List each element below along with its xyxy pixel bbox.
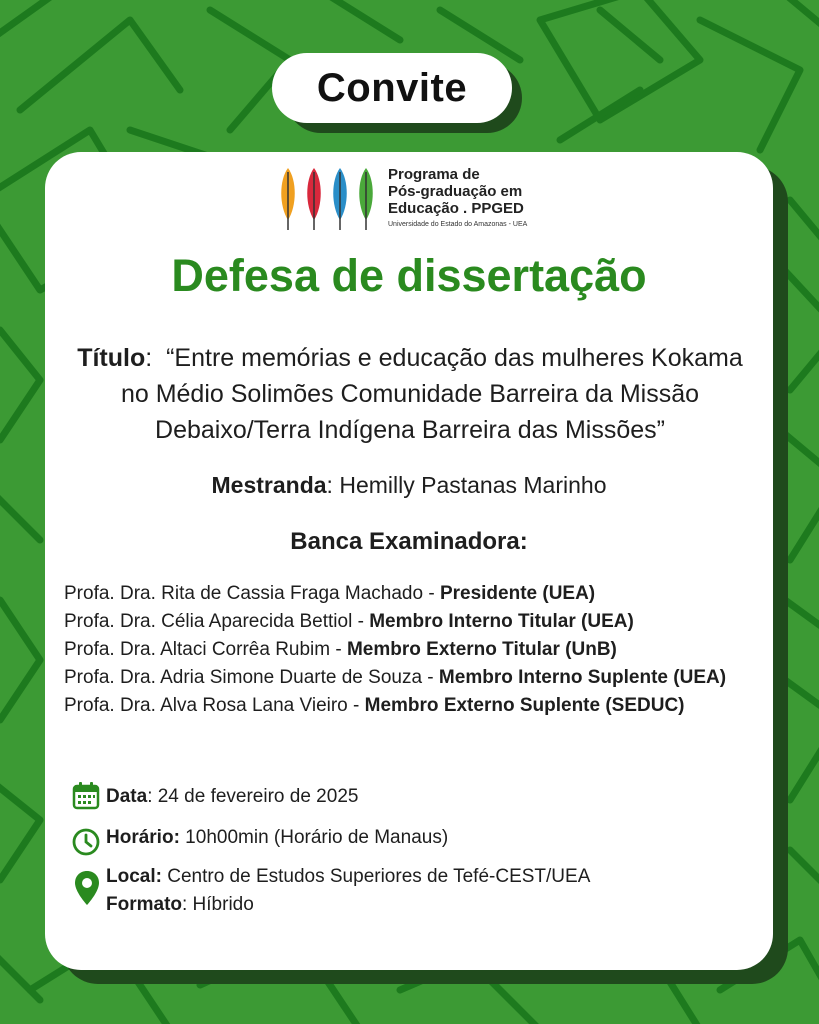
format-label: Formato	[106, 894, 182, 915]
committee-list	[64, 580, 764, 720]
logo-line-1: Programa de	[388, 166, 480, 183]
logo-line-3: Educação . PPGED	[388, 200, 524, 217]
clock-icon	[71, 827, 101, 857]
member-name: Profa. Dra. Altaci Corrêa Rubim -	[64, 639, 347, 660]
date-value: : 24 de fevereiro de 2025	[147, 786, 359, 807]
committee-member	[64, 692, 764, 720]
committee-title: Banca Examinadora:	[290, 528, 528, 555]
member-role: Presidente (UEA)	[439, 583, 596, 604]
member-role: Membro Interno Suplente (UEA)	[438, 667, 727, 688]
event-time	[106, 827, 448, 849]
logo-text	[388, 166, 524, 217]
feathers-logo-icon	[278, 166, 378, 232]
thesis-label: Título	[77, 344, 146, 372]
committee-member	[64, 608, 764, 636]
logo-line-2: Pós-graduação em	[388, 183, 523, 200]
student-label: Mestranda	[211, 472, 327, 498]
member-role: Membro Externo Titular (UnB)	[346, 639, 617, 660]
member-name: Profa. Dra. Alva Rosa Lana Vieiro -	[64, 695, 365, 716]
event-date	[106, 786, 358, 808]
page-title: Defesa de dissertação	[171, 250, 647, 301]
committee-member	[64, 664, 764, 692]
time-value: 10h00min (Horário de Manaus)	[179, 827, 449, 848]
thesis-text: “Entre memórias e educação das mulheres Kokama no Médio Solimões Comunidade Barreira da Missão Debaixo/Terra Indígena Barreira das Missões”	[120, 344, 743, 444]
place-value: Centro de Estudos Superiores de Tefé-CEST/UEA	[161, 866, 591, 887]
student: Mestranda: Hemilly Pastanas Marinho	[211, 472, 607, 498]
member-name: Profa. Dra. Adria Simone Duarte de Souza -	[64, 667, 439, 688]
location-pin-icon	[74, 870, 100, 906]
event-format	[106, 894, 254, 916]
event-place	[106, 866, 590, 888]
ppged-logo	[278, 166, 548, 232]
committee-member	[64, 636, 764, 664]
place-label: Local:	[106, 866, 162, 887]
time-label: Horário:	[106, 827, 180, 848]
thesis-title: Título: “Entre memórias e educação das mulheres Kokama no Médio Solimões Comunidade Barreira da Missão Debaixo/Terra Indígena Barreira das Missões”	[77, 344, 743, 444]
member-role: Membro Externo Suplente (SEDUC)	[364, 695, 685, 716]
member-name: Profa. Dra. Rita de Cassia Fraga Machado -	[64, 583, 440, 604]
logo-subtitle: Universidade do Estado do Amazonas - UEA	[388, 221, 528, 228]
invite-badge: Convite	[272, 53, 512, 123]
format-value: : Híbrido	[182, 894, 254, 915]
member-role: Membro Interno Titular (UEA)	[369, 611, 634, 632]
committee-member	[64, 580, 764, 608]
student-name: Hemilly Pastanas Marinho	[339, 472, 607, 498]
date-label: Data	[106, 786, 148, 807]
member-name: Profa. Dra. Célia Aparecida Bettiol -	[64, 611, 370, 632]
calendar-icon	[71, 781, 101, 811]
